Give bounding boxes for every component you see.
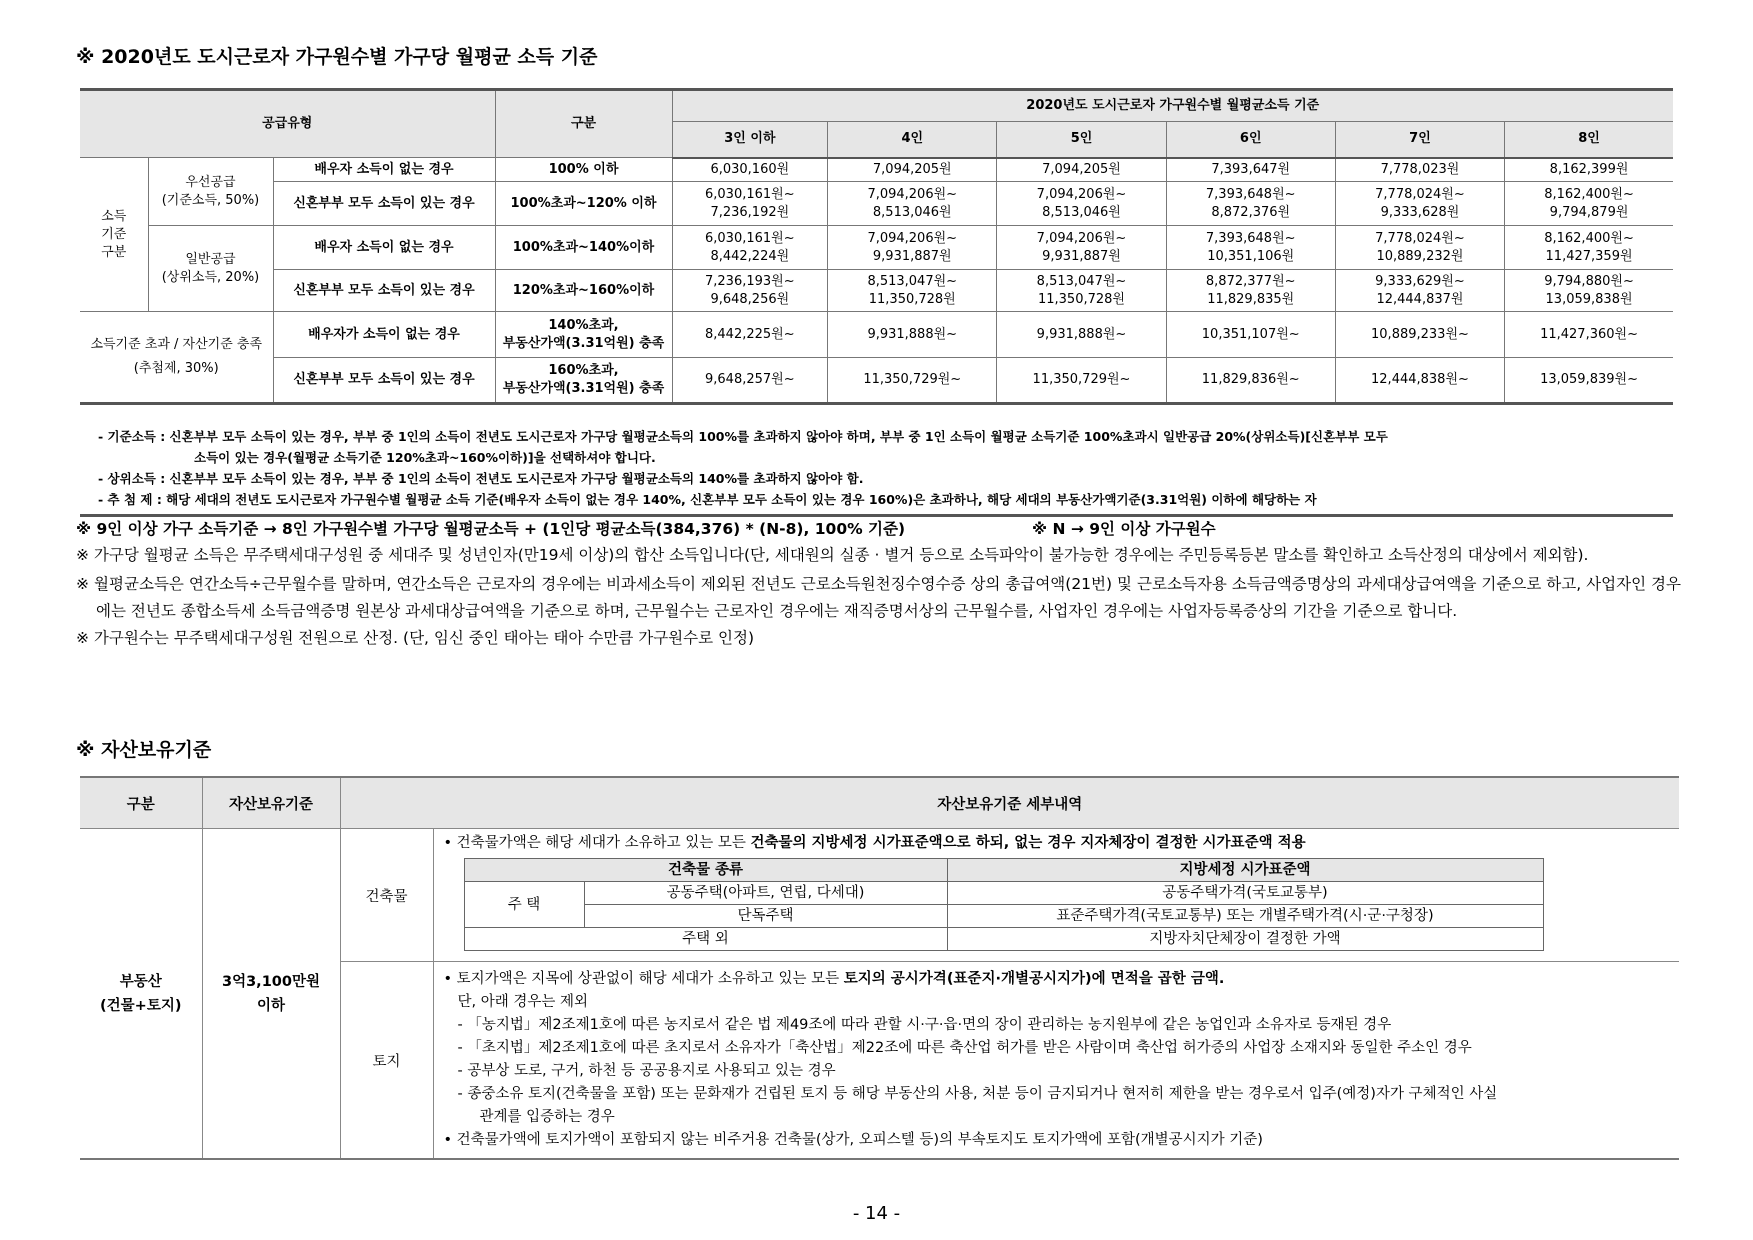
income-cell: 6,030,160원 — [672, 158, 828, 182]
income-cell: 7,094,205원 — [997, 158, 1166, 182]
general-supply: 일반공급 (상위소득, 20%) — [148, 226, 273, 312]
income-standard-table — [80, 88, 1673, 405]
income-cell: 10,351,107원~ — [1166, 312, 1335, 358]
income-cell: 10,889,233원~ — [1335, 312, 1504, 358]
income-cell: 7,094,206원~ 8,513,046원 — [997, 182, 1166, 226]
income-cell: 7,778,024원~ 9,333,628원 — [1335, 182, 1504, 226]
sub-header-type: 건축물 종류 — [464, 859, 947, 882]
lottery-supply: 소득기준 초과 / 자산기준 충족 (추첨제, 30%) — [80, 312, 273, 404]
income-cell: 8,872,377원~ 11,829,835원 — [1166, 270, 1335, 312]
income-cell: 11,350,729원~ — [828, 358, 997, 404]
header-col: 3인 이하 — [672, 122, 828, 158]
income-cell: 8,162,400원~ 11,427,359원 — [1505, 226, 1673, 270]
income-footnotes — [98, 426, 1678, 510]
income-cell: 11,829,836원~ — [1166, 358, 1335, 404]
income-cell: 7,393,647원 — [1166, 158, 1335, 182]
division-label: 100% 이하 — [495, 158, 672, 182]
income-cell: 7,094,205원 — [828, 158, 997, 182]
income-cell: 8,162,400원~ 9,794,879원 — [1505, 182, 1673, 226]
division-label: 120%초과~160%이하 — [495, 270, 672, 312]
income-cell: 6,030,161원~ 7,236,192원 — [672, 182, 828, 226]
land-label: 토지 — [340, 962, 433, 1160]
income-cell: 9,333,629원~ 12,444,837원 — [1335, 270, 1504, 312]
sub-header-value: 지방세정 시가표준액 — [947, 859, 1543, 882]
land-text: • 토지가액은 지목에 상관없이 해당 세대가 소유하고 있는 모든 — [443, 971, 844, 987]
division-label: 100%초과~140%이하 — [495, 226, 672, 270]
income-cell: 9,794,880원~ 13,059,838원 — [1505, 270, 1673, 312]
section-title-income: ※ 2020년도 도시근로자 가구원수별 가구당 월평균 소득 기준 — [76, 46, 598, 68]
detached-type: 단독주택 — [584, 905, 947, 928]
income-cell: 11,427,360원~ — [1505, 312, 1673, 358]
income-cell: 7,778,024원~ 10,889,232원 — [1335, 226, 1504, 270]
category-real-estate: 부동산 (건물+토지) — [80, 829, 202, 1160]
priority-supply: 우선공급 (기준소득, 50%) — [148, 158, 273, 226]
case-label: 배우자 소득이 없는 경우 — [273, 158, 495, 182]
non-house-value: 지방자치단체장이 결정한 가액 — [947, 928, 1543, 951]
income-cell: 7,094,206원~ 9,931,887원 — [828, 226, 997, 270]
income-cell: 7,094,206원~ 9,931,887원 — [997, 226, 1166, 270]
case-label: 배우자가 소득이 없는 경우 — [273, 312, 495, 358]
land-text-bold: 토지의 공시가격(표준지·개별공시지가)에 면적을 곱한 금액. — [843, 971, 1225, 987]
building-label: 건축물 — [340, 829, 433, 962]
income-cell: 6,030,161원~ 8,442,224원 — [672, 226, 828, 270]
header-col: 4인 — [828, 122, 997, 158]
income-notes — [76, 542, 1681, 652]
apt-value: 공동주택가격(국토교통부) — [947, 882, 1543, 905]
land-line: - 「농지법」제2조제1호에 따른 농지로서 같은 법 제49조에 따라 관할 시·구·읍·면의 장이 관리하는 농지원부에 같은 농업인과 소유자로 등재된 경우 — [457, 1017, 1392, 1033]
footnote-line: - 기준소득 : 신혼부부 모두 소득이 있는 경우, 부부 중 1인의 소득이 전년도 도시근로자 가구당 월평균소득의 100%를 초과하지 않아야 하며, 부부 중 1인 소득이 월평균 소득기준 100%초과시 일반공급 20%(상위소득)[신혼부부 모두 — [98, 429, 1388, 444]
note-paragraph: ※ 월평균소득은 연간소득÷근무월수를 말하며, 연간소득은 근로자의 경우에는 비과세소득이 제외된 전년도 근로소득원천징수영수증 상의 총급여액(21번) 및 근로소득자용 소득금액증명상의 과세대상급여액을 기준으로 하고, 사업자인 경우에는 전년도 종합소득세 소득금액증명 원본상 과세대상급여액을 기준으로 하며, 근무월수는 근로자인 경우에는 재직증명서상의 근무월수를, 사업자인 경우에는 사업자등록증상의 기간을 기준으로 합니다. — [76, 575, 1681, 620]
land-line: • 건축물가액에 토지가액이 포함되지 않는 비주거용 건축물(상가, 오피스텔 등)의 부속토지도 토지가액에 포함(개별공시지가 기준) — [443, 1132, 1263, 1148]
detached-value: 표준주택가격(국토교통부) 또는 개별주택가격(시·군·구청장) — [947, 905, 1543, 928]
footnote-line: 소득이 있는 경우(월평균 소득기준 120%초과~160%이하)]을 선택하셔야 합니다. — [194, 450, 656, 465]
income-cell: 8,513,047원~ 11,350,728원 — [828, 270, 997, 312]
land-line: - 종중소유 토지(건축물을 포함) 또는 문화재가 건립된 토지 등 해당 부동산의 사용, 처분 등이 금지되거나 현저히 제한을 받는 경우로서 입주(예정)자가 구체적인 사실 — [457, 1086, 1498, 1102]
income-cell: 7,236,193원~ 9,648,256원 — [672, 270, 828, 312]
case-label: 신혼부부 모두 소득이 있는 경우 — [273, 270, 495, 312]
land-line: 관계를 입증하는 경우 — [479, 1109, 615, 1125]
header-col: 6인 — [1166, 122, 1335, 158]
header-col: 5인 — [997, 122, 1166, 158]
section-title-assets: ※ 자산보유기준 — [76, 739, 212, 761]
asset-standard-table — [80, 776, 1679, 1160]
income-cell: 9,648,257원~ — [672, 358, 828, 404]
header-col: 8인 — [1505, 122, 1673, 158]
header-col: 7인 — [1335, 122, 1504, 158]
asset-standard-value: 3억3,100만원 이하 — [202, 829, 340, 1160]
income-cell: 11,350,729원~ — [997, 358, 1166, 404]
category-income: 소득 기준 구분 — [80, 158, 148, 312]
footnote-line: - 추 첨 제 : 해당 세대의 전년도 도시근로자 가구원수별 월평균 소득 기준(배우자 소득이 없는 경우 140%, 신혼부부 모두 소득이 있는 경우 160%)은 초과하나, 해당 세대의 부동산가액기준(3.31억원) 이하에 해당하는 자 — [98, 492, 1317, 507]
header-income-group: 2020년도 도시근로자 가구원수별 월평균소득 기준 — [672, 90, 1673, 122]
income-cell: 8,162,399원 — [1505, 158, 1673, 182]
income-cell: 9,931,888원~ — [828, 312, 997, 358]
header-asset-standard: 자산보유기준 — [202, 777, 340, 829]
building-text-bold: 건축물의 지방세정 시가표준액으로 하되, 없는 경우 지자체장이 결정한 시가표준액 적용 — [750, 835, 1306, 851]
income-cell: 7,094,206원~ 8,513,046원 — [828, 182, 997, 226]
income-cell: 7,393,648원~ 10,351,106원 — [1166, 226, 1335, 270]
house-label: 주 택 — [464, 882, 584, 928]
income-cell: 8,442,225원~ — [672, 312, 828, 358]
income-cell: 7,393,648원~ 8,872,376원 — [1166, 182, 1335, 226]
page-number: - 14 - — [852, 1203, 901, 1224]
footnote-line: - 상위소득 : 신혼부부 모두 소득이 있는 경우, 부부 중 1인의 소득이 전년도 도시근로자 가구당 월평균소득의 140%를 초과하지 않아야 함. — [98, 471, 864, 486]
note-paragraph: ※ 가구원수는 무주택세대구성원 전원으로 산정. (단, 임신 중인 태아는 태아 수만큼 가구원수로 인정) — [76, 629, 755, 647]
header-division: 구분 — [80, 777, 202, 829]
division-label: 140%초과, 부동산가액(3.31억원) 충족 — [495, 312, 672, 358]
non-house-type: 주택 외 — [464, 928, 947, 951]
bold-note-b: ※ N → 9인 이상 가구원수 — [1032, 520, 1216, 538]
case-label: 신혼부부 모두 소득이 있는 경우 — [273, 182, 495, 226]
division-label: 100%초과~120% 이하 — [495, 182, 672, 226]
header-division: 구분 — [495, 90, 672, 158]
land-line: 단, 아래 경우는 제외 — [457, 994, 588, 1010]
case-label: 신혼부부 모두 소득이 있는 경우 — [273, 358, 495, 404]
division-label: 160%초과, 부동산가액(3.31억원) 충족 — [495, 358, 672, 404]
apt-type: 공동주택(아파트, 연립, 다세대) — [584, 882, 947, 905]
building-type-table — [464, 858, 1544, 951]
income-cell: 13,059,839원~ — [1505, 358, 1673, 404]
land-line: - 「초지법」제2조제1호에 따른 초지로서 소유자가「축산법」제22조에 따른 축산업 허가를 받은 사람이며 축산업 허가증의 사업장 소재지와 동일한 주소인 경우 — [457, 1040, 1472, 1056]
building-text: • 건축물가액은 해당 세대가 소유하고 있는 모든 — [443, 835, 751, 851]
note-paragraph: ※ 가구당 월평균 소득은 무주택세대구성원 중 세대주 및 성년인자(만19세 이상)의 합산 소득입니다(단, 세대원의 실종 · 별거 등으로 소득파악이 불가능한 경우에는 주민등록등본 말소를 확인하고 소득산정의 대상에서 제외함). — [76, 546, 1589, 564]
header-asset-detail: 자산보유기준 세부내역 — [340, 777, 1679, 829]
header-supply-type: 공급유형 — [80, 90, 495, 158]
income-cell: 9,931,888원~ — [997, 312, 1166, 358]
income-cell: 7,778,023원 — [1335, 158, 1504, 182]
bold-note-a: ※ 9인 이상 가구 소득기준 → 8인 가구원수별 가구당 월평균소득 + (1인당 평균소득(384,376) * (N-8), 100% 기준) — [76, 520, 906, 538]
case-label: 배우자 소득이 없는 경우 — [273, 226, 495, 270]
income-cell: 12,444,838원~ — [1335, 358, 1504, 404]
land-line: - 공부상 도로, 구거, 하천 등 공공용지로 사용되고 있는 경우 — [457, 1063, 836, 1079]
income-cell: 8,513,047원~ 11,350,728원 — [997, 270, 1166, 312]
